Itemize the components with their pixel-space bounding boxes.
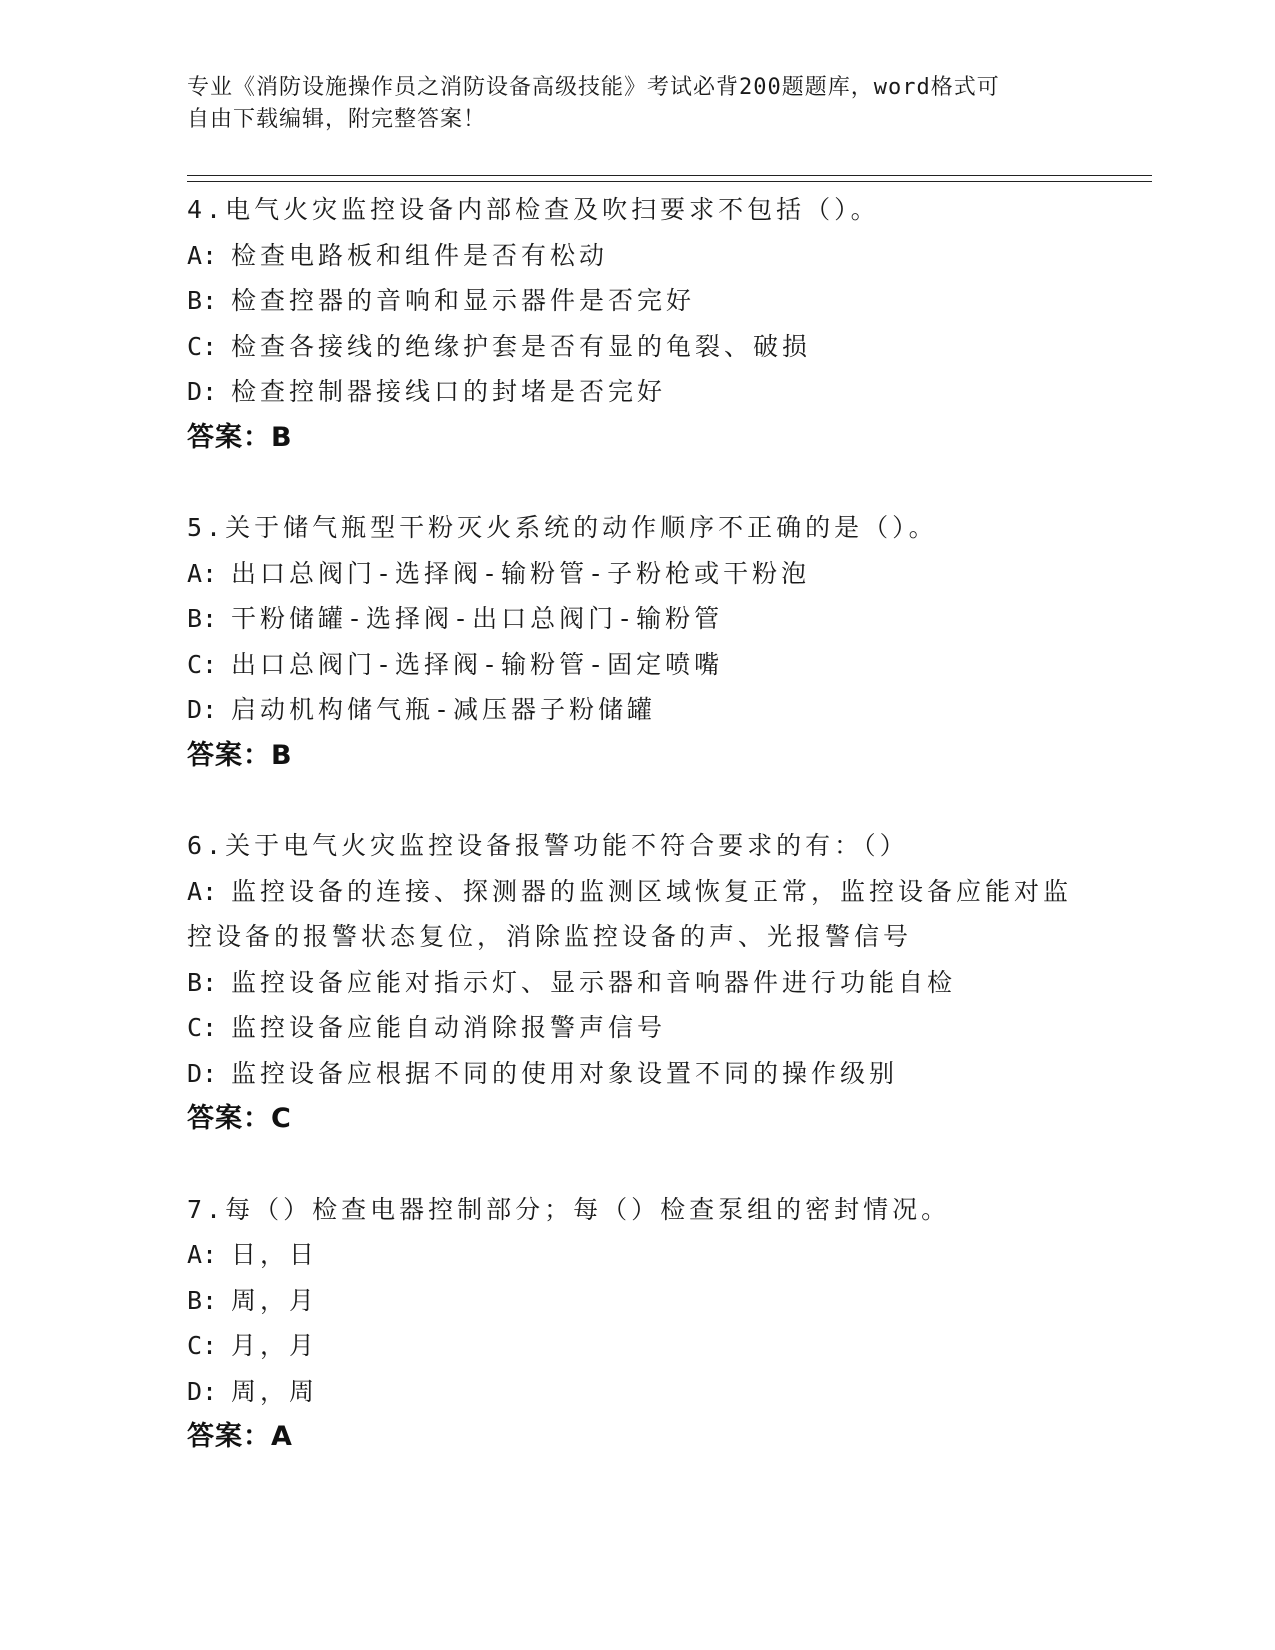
- option-letter: B:: [187, 286, 218, 315]
- option-text: 周，月: [231, 1285, 319, 1315]
- option-letter: D:: [187, 1376, 218, 1406]
- option-text: 周，周: [231, 1376, 319, 1406]
- option-b: [187, 960, 1147, 1006]
- header-divider-bottom: [187, 181, 1152, 182]
- answer-line: 答案：B: [187, 739, 293, 771]
- option-d: [187, 1369, 1147, 1415]
- option-text: 出口总阀门-选择阀-输粉管-固定喷嘴: [231, 649, 724, 679]
- option-letter: A:: [187, 240, 218, 270]
- answer-line: 答案：B: [187, 421, 293, 453]
- option-b: [187, 278, 1147, 324]
- answer-line: 答案：A: [187, 1421, 293, 1452]
- question-stem: 5.关于储气瓶型干粉灭火系统的动作顺序不正确的是（）。: [187, 513, 938, 542]
- option-letter: C:: [187, 1013, 218, 1042]
- header-divider-top: [187, 175, 1152, 176]
- answer-line: 答案：C: [187, 1103, 292, 1134]
- option-text: 检查控器的音响和显示器件是否完好: [231, 286, 696, 315]
- option-letter: D:: [187, 1058, 218, 1088]
- option-letter: C:: [187, 1331, 218, 1360]
- option-letter: D:: [187, 695, 218, 724]
- option-a: [187, 869, 1147, 915]
- option-text: 监控设备应根据不同的使用对象设置不同的操作级别: [231, 1058, 899, 1088]
- option-letter: B:: [187, 1285, 218, 1315]
- option-text: 启动机构储气瓶-减压器子粉储罐: [231, 695, 657, 724]
- option-letter: A:: [187, 876, 218, 906]
- option-letter: C:: [187, 649, 218, 679]
- option-letter: A:: [187, 558, 218, 588]
- option-a: [187, 1232, 1147, 1278]
- option-c: [187, 642, 1147, 688]
- option-a: [187, 233, 1147, 279]
- question-5: [187, 505, 1147, 778]
- option-text: 监控设备应能自动消除报警声信号: [231, 1013, 667, 1042]
- option-d: [187, 369, 1147, 415]
- header-line-1: 专业《消防设施操作员之消防设备高级技能》考试必背200题题库，word格式可: [187, 75, 1000, 100]
- option-c: [187, 1323, 1147, 1369]
- option-text: 日，日: [231, 1240, 319, 1269]
- question-stem: 4.电气火灾监控设备内部检查及吹扫要求不包括（）。: [187, 195, 880, 224]
- option-a: [187, 551, 1147, 597]
- option-text: 检查控制器接线口的封堵是否完好: [231, 377, 667, 406]
- option-letter: B:: [187, 967, 218, 997]
- option-d: [187, 687, 1147, 733]
- option-letter: A:: [187, 1240, 218, 1269]
- option-text: 监控设备应能对指示灯、显示器和音响器件进行功能自检: [231, 967, 957, 997]
- option-c: [187, 1005, 1147, 1051]
- question-6: [187, 823, 1147, 1142]
- option-text: 检查各接线的绝缘护套是否有显的龟裂、破损: [231, 331, 812, 361]
- option-a-continuation: 控设备的报警状态复位，消除监控设备的声、光报警信号: [187, 922, 913, 951]
- option-letter: B:: [187, 604, 218, 633]
- question-stem: 6.关于电气火灾监控设备报警功能不符合要求的有：（）: [187, 831, 909, 860]
- option-text: 出口总阀门-选择阀-输粉管-子粉枪或干粉泡: [231, 558, 811, 588]
- option-text: 检查电路板和组件是否有松动: [231, 240, 609, 270]
- question-stem: 7.每（）检查电器控制部分；每（）检查泵组的密封情况。: [187, 1194, 951, 1224]
- option-text: 月，月: [231, 1331, 319, 1360]
- option-text: 干粉储罐-选择阀-出口总阀门-输粉管: [231, 604, 724, 633]
- option-d: [187, 1051, 1147, 1097]
- document-header: [187, 72, 1067, 136]
- question-list: [187, 187, 1147, 1505]
- question-7: [187, 1187, 1147, 1460]
- option-letter: C:: [187, 331, 218, 361]
- option-text: 监控设备的连接、探测器的监测区域恢复正常，监控设备应能对监: [231, 876, 1073, 906]
- option-letter: D:: [187, 377, 218, 406]
- option-b: [187, 1278, 1147, 1324]
- question-4: [187, 187, 1147, 460]
- option-c: [187, 324, 1147, 370]
- header-line-2: 自由下载编辑，附完整答案！: [187, 107, 487, 132]
- option-b: [187, 596, 1147, 642]
